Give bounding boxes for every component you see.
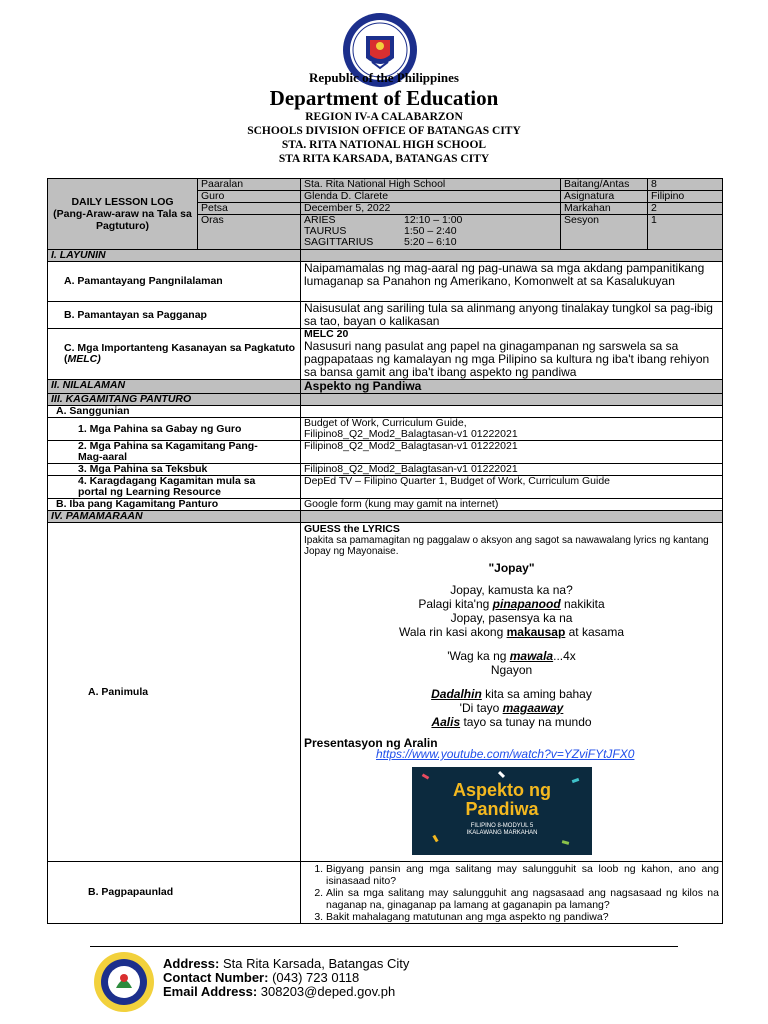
footer-divider	[90, 946, 678, 947]
asignatura-label: Asignatura	[561, 191, 648, 203]
republic-heading: Republic of the Philippines	[309, 70, 459, 85]
guro-label: Guro	[198, 191, 301, 203]
markahan-value: 2	[648, 203, 723, 215]
oras-row: ARIES 12:10 – 1:00	[304, 214, 463, 226]
lyric-line: Wala rin kasi akong makausap at kasama	[398, 625, 624, 639]
asignatura-value: Filipino	[648, 191, 723, 203]
melc-label: C. Mga Importanteng Kasanayan sa Pagkatuto (MELC)	[48, 329, 301, 380]
pamantayang-pangnilalaman-label: A. Pamantayang Pangnilalaman	[48, 262, 301, 302]
list-item: 3. Bakit mahalagang matutunan ang mga aspekto ng pandiwa?	[326, 911, 719, 923]
aspekto-banner-image	[412, 767, 592, 855]
guess-instruction: Ipakita sa pamamagitan ng paggalaw o aksyon ang sagot sa nawawalang lyrics ng kantang Jopay ng Mayonaise.	[304, 535, 709, 557]
lyric-line: Palagi kita'ng pinapanood nakikita	[418, 597, 605, 611]
list-item: 2. Alin sa mga salitang may salungguhit ang nagsasaad ang nagsasaad ng kilos na naganap na, ginaganap pa lamang at gaganapin pa lamang?	[326, 887, 719, 911]
panimula-content	[301, 523, 723, 862]
kagamitan-heading-blank	[301, 394, 723, 406]
baitang-value: 8	[648, 179, 723, 191]
footer-contact: Contact Number: (043) 723 0118	[163, 970, 360, 985]
melc-text: Nasusuri nang pasulat ang papel na ginagampanan ng sarswela sa sa pagpapataas ng kamalayan ng mga Pilipino sa kultura ng iba't ibang rehiyon sa bansa gamit ang iba't ibang aspekto ng pandiwa	[304, 339, 710, 379]
petsa-value: December 5, 2022	[301, 203, 561, 215]
footer-address: Address: Sta Rita Karsada, Batangas City	[163, 956, 410, 971]
list-item: 1. Bigyang pansin ang mga salitang may salungguhit sa loob ng kahon, ano ang isinasaad nito?	[326, 863, 719, 887]
lyric-line: Jopay, pasensya ka na	[450, 611, 573, 625]
sesyon-value: 1	[648, 215, 723, 250]
gabay-guro-label: 1. Mga Pahina sa Gabay ng Guro	[48, 418, 301, 441]
learning-resource-label: 4. Karagdagang Kagamitan mula sa portal ng Learning Resource	[48, 476, 301, 499]
banner-subtitle: FILIPINO 8-MODYUL 5 IKALAWANG MARKAHAN	[466, 823, 538, 836]
nilalaman-heading: II. NILALAMAN	[48, 380, 301, 394]
oras-value	[301, 215, 561, 250]
layunin-heading: I. LAYUNIN	[48, 250, 301, 262]
guro-value: Glenda D. Clarete	[301, 191, 561, 203]
school-logo-icon	[92, 950, 156, 1014]
department-heading: Department of Education	[269, 86, 499, 110]
division-heading: SCHOOLS DIVISION OFFICE OF BATANGAS CITY	[247, 125, 521, 137]
question-list	[304, 863, 719, 923]
baitang-label: Baitang/Antas	[561, 179, 648, 191]
layunin-heading-blank	[301, 250, 723, 262]
melc-number: MELC 20	[304, 328, 349, 340]
region-heading: REGION IV-A CALABARZON	[305, 111, 463, 123]
lyric-line: Dadalhin kita sa aming bahay	[431, 687, 592, 701]
pamantayang-pangnilalaman-value: Naipamamalas ng mag-aaral ng pag-unawa sa mga akdang pampanitikang lumaganap sa Panahon ng Amerikano, Komonwelt at sa Kasalukuyan	[301, 262, 723, 302]
dll-title-cell	[48, 179, 198, 250]
lyric-line: Jopay, kamusta ka na?	[450, 583, 573, 597]
paaralan-label: Paaralan	[198, 179, 301, 191]
presentasyon-heading: Presentasyon ng Aralin	[304, 736, 438, 750]
banner-title: Aspekto ng Pandiwa	[452, 780, 551, 819]
sesyon-label: Sesyon	[561, 215, 648, 250]
guess-title: GUESS the LYRICS	[304, 523, 400, 535]
kagamitan-heading: III. KAGAMITANG PANTURO	[48, 394, 301, 406]
dll-subtitle: (Pang-Araw-araw na Tala sa Pagtuturo)	[53, 208, 192, 232]
song-title: "Jopay"	[488, 561, 535, 575]
kagamitang-mag-aaral-value: Filipino8_Q2_Mod2_Balagtasan-v1 01222021	[301, 441, 723, 464]
lyric-line: Ngayon	[490, 663, 533, 677]
pagpapaunlad-content	[301, 862, 723, 924]
footer-email: Email Address: 308203@deped.gov.ph	[163, 984, 396, 999]
learning-resource-value: DepEd TV – Filipino Quarter 1, Budget of Work, Curriculum Guide	[301, 476, 723, 499]
petsa-label: Petsa	[198, 203, 301, 215]
lyric-line: 'Di tayo magaaway	[459, 701, 564, 715]
teksbuk-label: 3. Mga Pahina sa Teksbuk	[48, 464, 301, 476]
school-address-heading: STA RITA KARSADA, BATANGAS CITY	[278, 153, 490, 165]
pagpapaunlad-label: B. Pagpapaunlad	[48, 862, 301, 924]
melc-value	[301, 329, 723, 380]
oras-label: Oras	[198, 215, 301, 250]
daily-lesson-log-table	[47, 178, 723, 924]
iba-pang-kagamitan-label: B. Iba pang Kagamitang Panturo	[48, 499, 301, 511]
oras-row: TAURUS 1:50 – 2:40	[304, 225, 457, 237]
sanggunian-label: A. Sanggunian	[48, 406, 301, 418]
youtube-link[interactable]: https://www.youtube.com/watch?v=YZviFYtJFX0	[376, 747, 635, 761]
lyric-line: 'Wag ka ng mawala...4x	[447, 649, 576, 663]
nilalaman-value: Aspekto ng Pandiwa	[301, 380, 723, 394]
school-heading: STA. RITA NATIONAL HIGH SCHOOL	[281, 139, 487, 151]
kagamitang-mag-aaral-label: 2. Mga Pahina sa Kagamitang Pang-Mag-aaral	[48, 441, 301, 464]
sanggunian-blank	[301, 406, 723, 418]
teksbuk-value: Filipino8_Q2_Mod2_Balagtasan-v1 01222021	[301, 464, 723, 476]
pamamaraan-heading: IV. PAMAMARAAN	[48, 511, 301, 523]
oras-row: SAGITTARIUS 5:20 – 6:10	[304, 236, 457, 248]
pamamaraan-heading-blank	[301, 511, 723, 523]
gabay-guro-value: Budget of Work, Curriculum Guide, Filipino8_Q2_Mod2_Balagtasan-v1 01222021	[301, 418, 723, 441]
iba-pang-kagamitan-value: Google form (kung may gamit na internet)	[301, 499, 723, 511]
lyric-line: Aalis tayo sa tunay na mundo	[431, 715, 592, 729]
panimula-label: A. Panimula	[48, 523, 301, 862]
markahan-label: Markahan	[561, 203, 648, 215]
dll-title: DAILY LESSON LOG	[71, 196, 174, 208]
pamantayan-pagganap-label: B. Pamantayan sa Pagganap	[48, 302, 301, 329]
pamantayan-pagganap-value: Naisusulat ang sariling tula sa alinmang anyong tinalakay tungkol sa pag-ibig sa tao, bayan o kalikasan	[301, 302, 723, 329]
paaralan-value: Sta. Rita National High School	[301, 179, 561, 191]
